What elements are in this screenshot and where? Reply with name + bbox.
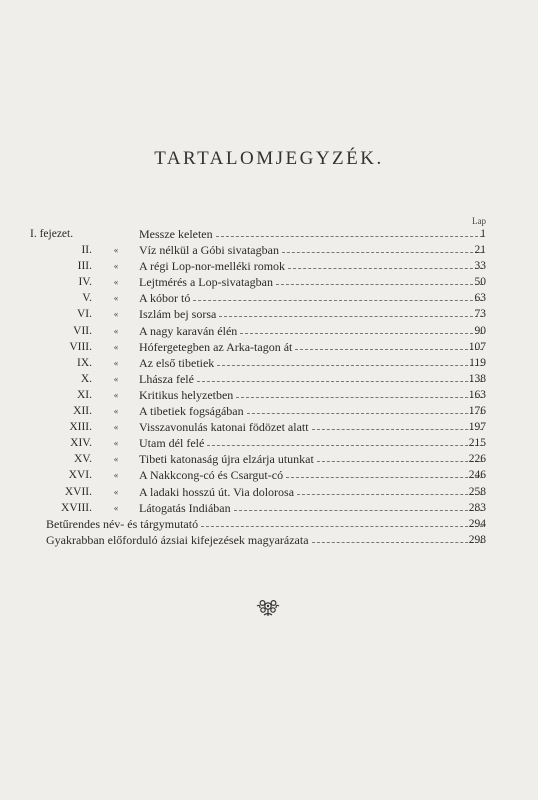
chapter-title: Kritikus helyzetben <box>139 387 234 402</box>
ditto-mark: « <box>113 470 119 481</box>
toc-entry <box>0 290 538 306</box>
page-number: 226 <box>468 453 486 466</box>
chapter-number: III. <box>77 260 92 273</box>
page-number: 163 <box>468 388 486 401</box>
entry-leader <box>139 500 486 516</box>
toc-entry <box>0 355 538 371</box>
dot-leader <box>219 315 483 317</box>
chapter-number: I. fejezet. <box>30 228 74 240</box>
chapter-title: Víz nélkül a Góbi sivatagban <box>139 243 279 258</box>
chapter-title: Az első tibetiek <box>139 355 215 370</box>
dot-leader <box>247 412 483 414</box>
section-title: Gyakrabban előforduló ázsiai kifejezések magyarázata <box>46 532 309 547</box>
toc-entry <box>0 387 538 403</box>
chapter-title: A kóbor tó <box>139 291 191 306</box>
toc-entry <box>0 467 538 483</box>
toc-entry <box>0 323 538 339</box>
entry-leader <box>139 484 486 500</box>
entry-leader <box>139 274 486 290</box>
toc-entry <box>0 403 538 419</box>
toc-entry <box>0 484 538 500</box>
chapter-title: A régi Lop-nor-melléki romok <box>139 259 286 274</box>
ditto-mark: « <box>113 373 119 384</box>
chapter-number: XII. <box>73 405 92 418</box>
chapter-title: Utam dél felé <box>139 436 205 451</box>
page-column-label: Lap <box>472 216 486 226</box>
toc-list <box>0 226 538 548</box>
toc-entry <box>0 339 538 355</box>
chapter-number: XVIII. <box>61 501 92 514</box>
ditto-mark: « <box>113 261 119 272</box>
entry-leader <box>46 532 486 548</box>
chapter-title: A nagy karaván élén <box>139 323 238 338</box>
chapter-number: XIV. <box>70 437 92 450</box>
chapter-number: VII. <box>73 324 92 337</box>
page-number: 215 <box>468 437 486 450</box>
chapter-title: Lhásza felé <box>139 371 194 386</box>
entry-leader <box>139 371 486 387</box>
page-number: 33 <box>474 260 486 273</box>
dot-leader <box>240 332 483 334</box>
chapter-number: XVI. <box>68 469 92 482</box>
page-number: 63 <box>474 292 486 305</box>
page-number: 73 <box>474 308 486 321</box>
ditto-mark: « <box>113 341 119 352</box>
ditto-mark: « <box>113 245 119 256</box>
toc-entry <box>0 532 538 548</box>
chapter-number: II. <box>81 244 92 257</box>
ditto-mark: « <box>113 357 119 368</box>
toc-entry <box>0 226 538 242</box>
entry-leader <box>139 387 486 403</box>
chapter-number: XI. <box>76 388 92 401</box>
toc-entry <box>0 306 538 322</box>
toc-entry <box>0 371 538 387</box>
chapter-number: VI. <box>76 308 92 321</box>
toc-entry <box>0 258 538 274</box>
dot-leader <box>216 235 483 237</box>
entry-leader <box>46 516 486 532</box>
chapter-number: IX. <box>76 356 92 369</box>
chapter-title: A Nakkcong-có és Csargut-có <box>139 468 284 483</box>
ditto-mark: « <box>113 422 119 433</box>
toc-entry <box>0 451 538 467</box>
entry-leader <box>139 290 486 306</box>
chapter-number: XIII. <box>69 421 92 434</box>
entry-leader <box>139 435 486 451</box>
toc-entry <box>0 242 538 258</box>
chapter-number: VIII. <box>69 340 92 353</box>
entry-leader <box>139 355 486 371</box>
chapter-title: A ladaki hosszú út. Via dolorosa <box>139 484 295 499</box>
toc-entry <box>0 516 538 532</box>
page-number: 138 <box>468 372 486 385</box>
entry-leader <box>139 339 486 355</box>
entry-leader <box>139 403 486 419</box>
ditto-mark: « <box>113 325 119 336</box>
dot-leader <box>217 364 483 366</box>
chapter-title: Messze keleten <box>139 227 213 241</box>
ditto-mark: « <box>113 309 119 320</box>
page-number: 258 <box>468 485 486 498</box>
toc-entry <box>0 419 538 435</box>
dot-leader <box>236 396 483 398</box>
chapter-title: A tibetiek fogságában <box>139 404 244 419</box>
page-number: 197 <box>468 421 486 434</box>
ditto-mark: « <box>113 277 119 288</box>
entry-leader <box>139 258 486 274</box>
toc-entry <box>0 274 538 290</box>
chapter-title: Lejtmérés a Lop-sivatagban <box>139 275 273 290</box>
toc-entry <box>0 435 538 451</box>
dot-leader <box>234 509 483 511</box>
chapter-title: Visszavonulás katonai födözet alatt <box>139 420 309 435</box>
chapter-title: Látogatás Indiában <box>139 500 231 515</box>
ditto-mark: « <box>113 502 119 513</box>
entry-leader <box>139 242 486 258</box>
dot-leader <box>193 299 483 301</box>
page-title: TARTALOMJEGYZÉK. <box>154 148 384 169</box>
dot-leader <box>197 380 483 382</box>
entry-leader <box>139 419 486 435</box>
page-number: 283 <box>468 501 486 514</box>
chapter-number: XVII. <box>64 485 92 498</box>
ditto-mark: « <box>113 389 119 400</box>
page-number: 90 <box>474 324 486 337</box>
dot-leader <box>201 525 483 527</box>
ditto-mark: « <box>113 486 119 497</box>
page-number: 119 <box>469 356 486 369</box>
ditto-mark: « <box>113 438 119 449</box>
entry-leader <box>139 306 486 322</box>
ditto-mark: « <box>113 454 119 465</box>
page-number: 294 <box>468 517 486 530</box>
chapter-title: Iszlám bej sorsa <box>139 307 217 322</box>
entry-leader <box>139 451 486 467</box>
page-number: 50 <box>474 276 486 289</box>
chapter-title: Tibeti katonaság újra elzárja utunkat <box>139 452 314 467</box>
entry-leader <box>139 226 486 242</box>
ditto-mark: « <box>113 406 119 417</box>
entry-leader <box>139 323 486 339</box>
toc-entry <box>0 500 538 516</box>
page-number: 107 <box>468 340 486 353</box>
floral-ornament-icon <box>254 596 282 618</box>
ditto-mark: « <box>113 293 119 304</box>
entry-leader <box>139 467 486 483</box>
dot-leader <box>207 444 483 446</box>
chapter-number: IV. <box>78 276 92 289</box>
chapter-title: Hófergetegben az Arka-tagon át <box>139 339 293 354</box>
page-number: 21 <box>474 244 486 257</box>
chapter-number: X. <box>80 372 92 385</box>
section-title: Betűrendes név- és tárgymutató <box>46 516 199 531</box>
chapter-number: XV. <box>73 453 92 466</box>
page-number: 1 <box>480 228 486 240</box>
page-number: 298 <box>468 533 486 546</box>
page-number: 246 <box>468 469 486 482</box>
page-number: 176 <box>468 405 486 418</box>
chapter-number: V. <box>82 292 92 305</box>
